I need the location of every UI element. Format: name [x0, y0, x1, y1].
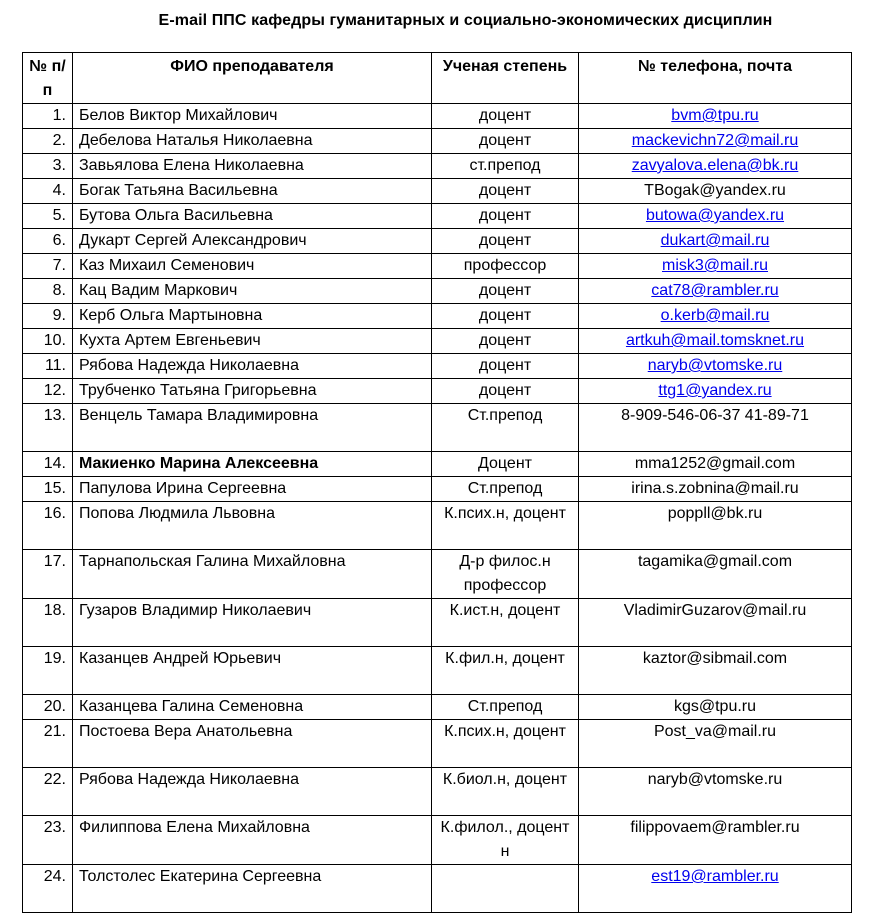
row-degree: доцент — [478, 332, 532, 349]
table-row — [23, 129, 852, 154]
table-body — [23, 104, 852, 913]
row-name-cell — [73, 865, 432, 913]
row-degree: Доцент — [478, 455, 532, 472]
row-contact-cell — [579, 129, 852, 154]
table-row — [23, 179, 852, 204]
row-name-cell — [73, 720, 432, 768]
row-contact-cell — [579, 816, 852, 865]
table-row — [23, 816, 852, 865]
row-contact-cell — [579, 550, 852, 599]
email-link[interactable]: dukart@mail.ru — [660, 232, 770, 249]
row-name: Бутова Ольга Васильевна — [79, 207, 273, 224]
row-num-cell — [23, 354, 73, 379]
row-num-cell — [23, 279, 73, 304]
email-link[interactable]: artkuh@mail.tomsknet.ru — [625, 332, 805, 349]
row-num-cell — [23, 599, 73, 647]
row-num: 7. — [52, 257, 66, 274]
row-contact: VladimirGuzarov@mail.ru — [623, 602, 807, 619]
email-link[interactable]: zavyalova.elena@bk.ru — [631, 157, 799, 174]
email-link[interactable]: butowa@yandex.ru — [645, 207, 785, 224]
row-name: Кухта Артем Евгеньевич — [79, 332, 261, 349]
row-num-cell — [23, 329, 73, 354]
table-header-row — [23, 53, 852, 104]
row-degree: доцент — [478, 207, 532, 224]
row-num: 4. — [52, 182, 66, 199]
row-degree-cell — [432, 720, 579, 768]
table-row — [23, 104, 852, 129]
row-degree-cell — [432, 865, 579, 913]
row-degree-cell — [432, 550, 579, 599]
row-name-cell — [73, 354, 432, 379]
row-num-cell — [23, 404, 73, 452]
row-degree-cell — [432, 816, 579, 865]
row-name-cell — [73, 379, 432, 404]
row-degree-cell — [432, 452, 579, 477]
email-link[interactable]: misk3@mail.ru — [661, 257, 769, 274]
row-name-cell — [73, 179, 432, 204]
document-title-text: E-mail ППС кафедры гуманитарных и социально-экономических дисциплин — [158, 12, 773, 29]
table-row — [23, 720, 852, 768]
row-degree: К.ист.н, доцент — [449, 602, 561, 619]
table-row — [23, 647, 852, 695]
row-degree-cell — [432, 647, 579, 695]
row-num: 11. — [44, 357, 66, 374]
row-degree: Д-р филос.н профессор — [459, 553, 551, 594]
row-degree-cell — [432, 768, 579, 816]
row-num-cell — [23, 768, 73, 816]
row-contact: kgs@tpu.ru — [673, 698, 757, 715]
row-contact: filippovaem@rambler.ru — [630, 819, 800, 836]
table-row — [23, 768, 852, 816]
row-contact-cell — [579, 104, 852, 129]
row-num-cell — [23, 647, 73, 695]
row-num: 21. — [43, 723, 66, 740]
email-link[interactable]: mackevichn72@mail.ru — [631, 132, 799, 149]
row-name: Филиппова Елена Михайловна — [79, 819, 310, 836]
row-num: 22. — [43, 771, 66, 788]
row-num: 13. — [43, 407, 66, 424]
row-contact: mma1252@gmail.com — [634, 455, 796, 472]
row-name-cell — [73, 154, 432, 179]
row-degree: Ст.препод — [467, 480, 543, 497]
row-name: Попова Людмила Львовна — [79, 505, 276, 522]
table-row — [23, 599, 852, 647]
row-num: 19. — [43, 650, 66, 667]
row-degree-cell — [432, 379, 579, 404]
row-degree: доцент — [478, 132, 532, 149]
table-row — [23, 379, 852, 404]
row-name: Гузаров Владимир Николаевич — [79, 602, 312, 619]
row-name-cell — [73, 502, 432, 550]
row-degree: доцент — [478, 382, 532, 399]
row-contact-cell — [579, 404, 852, 452]
row-name: Рябова Надежда Николаевна — [79, 357, 300, 374]
email-link[interactable]: bvm@tpu.ru — [671, 107, 759, 124]
row-name-cell — [73, 254, 432, 279]
row-contact: naryb@vtomske.ru — [647, 771, 783, 788]
row-num: 16. — [43, 505, 66, 522]
row-degree-cell — [432, 154, 579, 179]
row-name: Толстолес Екатерина Сергеевна — [79, 868, 322, 885]
table-row — [23, 329, 852, 354]
table-row — [23, 304, 852, 329]
row-name-cell — [73, 104, 432, 129]
row-num-cell — [23, 254, 73, 279]
row-name: Каз Михаил Семенович — [79, 257, 255, 274]
row-num-cell — [23, 129, 73, 154]
row-name: Дукарт Сергей Александрович — [79, 232, 307, 249]
header-contact: № телефона, почта — [579, 53, 852, 104]
row-contact-cell — [579, 179, 852, 204]
row-contact-cell — [579, 354, 852, 379]
row-num: 5. — [52, 207, 66, 224]
row-contact-cell — [579, 204, 852, 229]
row-contact: 8-909-546-06-37 41-89-71 — [621, 407, 809, 424]
row-degree-cell — [432, 104, 579, 129]
row-num-cell — [23, 379, 73, 404]
row-name-cell — [73, 304, 432, 329]
row-contact: poppll@bk.ru — [667, 505, 763, 522]
row-degree-cell — [432, 354, 579, 379]
row-contact-cell — [579, 452, 852, 477]
row-contact-cell — [579, 279, 852, 304]
row-num: 15. — [43, 480, 66, 497]
row-num: 9. — [52, 307, 66, 324]
row-name-cell — [73, 129, 432, 154]
row-name: Тарнапольская Галина Михайловна — [79, 553, 346, 570]
row-degree-cell — [432, 179, 579, 204]
staff-table — [22, 52, 852, 913]
row-degree-cell — [432, 599, 579, 647]
row-name: Казанцев Андрей Юрьевич — [79, 650, 282, 667]
row-degree: доцент — [478, 107, 532, 124]
row-name: Белов Виктор Михайлович — [79, 107, 278, 124]
table-row — [23, 452, 852, 477]
row-contact-cell — [579, 865, 852, 913]
table-row — [23, 550, 852, 599]
row-num-cell — [23, 304, 73, 329]
row-contact-cell — [579, 229, 852, 254]
row-name: Дебелова Наталья Николаевна — [79, 132, 313, 149]
row-num-cell — [23, 104, 73, 129]
row-degree: К.филол., доцент н — [440, 819, 570, 860]
row-num: 14. — [43, 455, 66, 472]
row-name: Богак Татьяна Васильевна — [79, 182, 278, 199]
row-name: Постоева Вера Анатольевна — [79, 723, 293, 740]
row-name-cell — [73, 816, 432, 865]
row-num-cell — [23, 502, 73, 550]
row-num-cell — [23, 179, 73, 204]
table-row — [23, 404, 852, 452]
row-num: 3. — [52, 157, 66, 174]
row-degree-cell — [432, 329, 579, 354]
row-contact-cell — [579, 154, 852, 179]
table-row — [23, 354, 852, 379]
row-num: 12. — [43, 382, 66, 399]
row-degree-cell — [432, 279, 579, 304]
table-row — [23, 254, 852, 279]
table-row — [23, 865, 852, 913]
row-contact-cell — [579, 647, 852, 695]
row-contact-cell — [579, 599, 852, 647]
row-name: Макиенко Марина Алексеевна — [79, 455, 319, 472]
row-name: Завьялова Елена Николаевна — [79, 157, 304, 174]
row-name-cell — [73, 768, 432, 816]
row-degree-cell — [432, 229, 579, 254]
row-num: 10. — [43, 332, 66, 349]
row-num-cell — [23, 154, 73, 179]
row-name-cell — [73, 329, 432, 354]
row-contact-cell — [579, 304, 852, 329]
row-degree-cell — [432, 304, 579, 329]
row-name: Рябова Надежда Николаевна — [79, 771, 300, 788]
row-name-cell — [73, 599, 432, 647]
row-num-cell — [23, 865, 73, 913]
row-degree-cell — [432, 129, 579, 154]
row-degree-cell — [432, 477, 579, 502]
row-num: 20. — [43, 698, 66, 715]
row-num: 23. — [43, 819, 66, 836]
row-degree: доцент — [478, 182, 532, 199]
row-degree: К.псих.н, доцент — [444, 723, 566, 740]
row-name: Папулова Ирина Сергеевна — [79, 480, 287, 497]
row-num-cell — [23, 816, 73, 865]
email-link[interactable]: ttg1@yandex.ru — [658, 382, 772, 399]
row-degree: К.биол.н, доцент — [442, 771, 568, 788]
row-num-cell — [23, 229, 73, 254]
row-contact-cell — [579, 254, 852, 279]
row-degree: доцент — [478, 307, 532, 324]
row-degree: доцент — [478, 282, 532, 299]
header-name: ФИО преподавателя — [73, 53, 432, 104]
row-name-cell — [73, 404, 432, 452]
email-link[interactable]: est19@rambler.ru — [651, 868, 779, 885]
row-degree-cell — [432, 404, 579, 452]
row-contact-cell — [579, 720, 852, 768]
row-num-cell — [23, 452, 73, 477]
row-num: 1. — [52, 107, 66, 124]
row-contact-cell — [579, 695, 852, 720]
row-name: Трубченко Татьяна Григорьевна — [79, 382, 317, 399]
row-name-cell — [73, 452, 432, 477]
row-name-cell — [73, 204, 432, 229]
row-degree-cell — [432, 204, 579, 229]
row-num: 8. — [52, 282, 66, 299]
row-degree-cell — [432, 695, 579, 720]
email-link[interactable]: naryb@vtomske.ru — [647, 357, 783, 374]
row-num-cell — [23, 695, 73, 720]
row-num: 24. — [43, 868, 66, 885]
row-num-cell — [23, 550, 73, 599]
row-name-cell — [73, 695, 432, 720]
row-degree: доцент — [478, 232, 532, 249]
row-contact-cell — [579, 329, 852, 354]
row-contact-cell — [579, 768, 852, 816]
row-contact: tagamika@gmail.com — [637, 553, 793, 570]
row-degree: ст.препод — [469, 157, 541, 174]
row-degree-cell — [432, 502, 579, 550]
row-contact-cell — [579, 502, 852, 550]
row-degree: профессор — [463, 257, 547, 274]
row-name: Казанцева Галина Семеновна — [79, 698, 304, 715]
row-num-cell — [23, 477, 73, 502]
row-name: Венцель Тамара Владимировна — [79, 407, 319, 424]
row-name-cell — [73, 279, 432, 304]
row-degree-cell — [432, 254, 579, 279]
row-degree: Ст.препод — [467, 407, 543, 424]
row-name: Керб Ольга Мартыновна — [79, 307, 263, 324]
row-name-cell — [73, 477, 432, 502]
row-contact: irina.s.zobnina@mail.ru — [631, 480, 799, 497]
row-degree: К.псих.н, доцент — [444, 505, 566, 522]
row-name-cell — [73, 229, 432, 254]
header-degree: Ученая степень — [432, 53, 579, 104]
row-num: 2. — [52, 132, 66, 149]
row-num: 17. — [43, 553, 66, 570]
table-row — [23, 229, 852, 254]
table-row — [23, 154, 852, 179]
row-name-cell — [73, 647, 432, 695]
table-row — [23, 502, 852, 550]
header-num: № п/п — [23, 53, 73, 104]
row-num-cell — [23, 204, 73, 229]
table-row — [23, 477, 852, 502]
row-name: Кац Вадим Маркович — [79, 282, 238, 299]
row-contact-cell — [579, 379, 852, 404]
row-degree: К.фил.н, доцент — [445, 650, 565, 667]
table-row — [23, 695, 852, 720]
row-contact: TBogak@yandex.ru — [644, 182, 786, 199]
email-link[interactable]: cat78@rambler.ru — [651, 282, 779, 299]
document-title — [0, 12, 871, 30]
table-row — [23, 204, 852, 229]
row-num: 6. — [52, 232, 66, 249]
row-name-cell — [73, 550, 432, 599]
table-row — [23, 279, 852, 304]
row-num: 18. — [43, 602, 66, 619]
row-contact-cell — [579, 477, 852, 502]
row-contact: Post_va@mail.ru — [653, 723, 777, 740]
row-degree: Ст.препод — [467, 698, 543, 715]
row-degree: доцент — [478, 357, 532, 374]
row-num-cell — [23, 720, 73, 768]
row-contact: kaztor@sibmail.com — [642, 650, 788, 667]
email-link[interactable]: o.kerb@mail.ru — [660, 307, 770, 324]
